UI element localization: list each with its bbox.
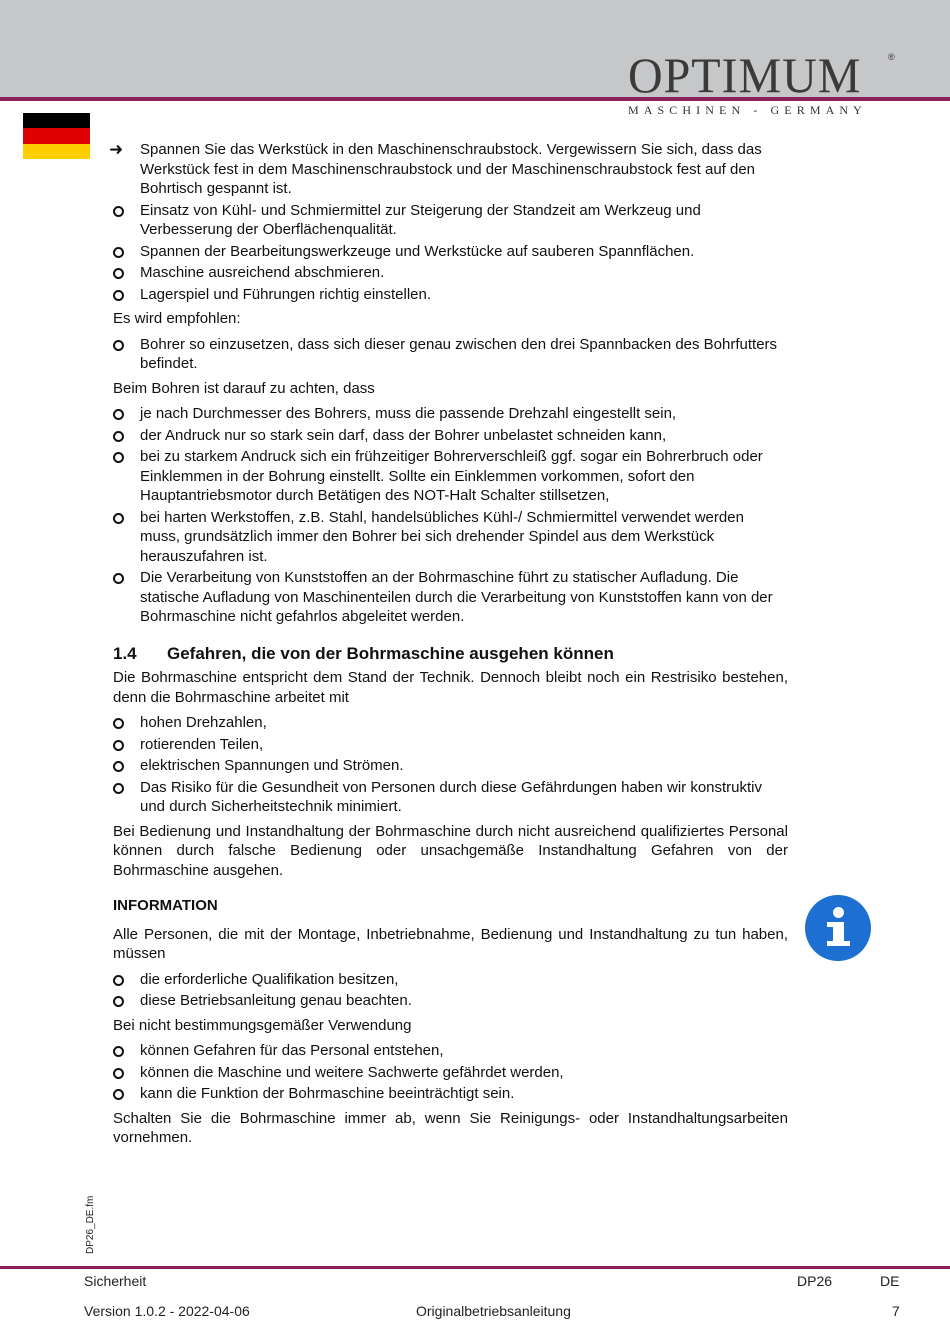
- file-name-label: DP26_DE.fm: [85, 1195, 96, 1254]
- bullet-item: [113, 735, 788, 755]
- hazard-bullet-list: [113, 713, 788, 817]
- bullet-text: bei zu starkem Andruck sich ein frühzeitiger Bohrerverschleiß ggf. sogar ein Bohrerbruch oder Einklemmen in der Bohrung einstellt. Sollte ein Einklemmen vorkommen, sofort den Hauptantriebsmotor durch Betätigen des NOT-Halt Schalter stillsetzen,: [140, 448, 763, 504]
- bullet-circle-icon: [113, 513, 124, 524]
- bullet-circle-icon: [113, 718, 124, 729]
- information-intro: Alle Personen, die mit der Montage, Inbetriebnahme, Bedienung und Instandhaltung zu tun haben, müssen: [113, 925, 788, 962]
- bullet-text: elektrischen Spannungen und Strömen.: [140, 757, 404, 774]
- bullet-circle-icon: [113, 573, 124, 584]
- german-flag-icon: [23, 113, 90, 159]
- bullet-item: [113, 201, 788, 240]
- bullet-circle-icon: [113, 761, 124, 772]
- section-number: 1.4: [113, 643, 137, 663]
- drilling-intro: Beim Bohren ist darauf zu achten, dass: [113, 379, 375, 397]
- bullet-item: [113, 756, 788, 776]
- arrow-right-icon: ➜: [109, 140, 124, 159]
- flag-stripe-gold: [23, 144, 90, 159]
- bullet-item: [113, 1063, 788, 1083]
- bullet-item: [113, 713, 788, 733]
- bullet-item: [113, 1084, 788, 1104]
- bullet-item: [113, 447, 788, 506]
- footer-version: Version 1.0.2 - 2022-04-06: [84, 1303, 250, 1319]
- footer-doc-type: Originalbetriebsanleitung: [416, 1303, 571, 1319]
- section-intro: Die Bohrmaschine entspricht dem Stand der Technik. Dennoch bleibt noch ein Restrisiko bestehen, denn die Bohrmaschine arbeitet mit: [113, 669, 788, 706]
- bullet-text: Lagerspiel und Führungen richtig einstellen.: [140, 285, 432, 303]
- bullet-item: [113, 335, 788, 374]
- misuse-intro: Bei nicht bestimmungsgemäßer Verwendung: [113, 1016, 412, 1034]
- bullet-text: Die Verarbeitung von Kunststoffen an der Bohrmaschine führt zu statischer Aufladung. Die statische Aufladung von Maschinenteilen durch die Verarbeitung von Kunststoffen kann von der Bohrmaschine nicht gefahrlos abgeleitet werden.: [140, 569, 773, 625]
- page-content: [109, 140, 788, 1154]
- bullet-text: diese Betriebsanleitung genau beachten.: [140, 992, 412, 1009]
- misuse-bullet-list: [113, 1041, 788, 1104]
- bullet-text: Maschine ausreichend abschmieren.: [140, 264, 385, 281]
- drilling-bullet-list: [113, 404, 788, 627]
- top-bullet-list: [113, 201, 788, 305]
- bullet-text: Einsatz von Kühl- und Schmiermittel zur Steigerung der Standzeit am Werkzeug und Verbesserung der Oberflächenqualität.: [140, 201, 701, 238]
- section-title: Gefahren, die von der Bohrmaschine ausgehen können: [167, 643, 614, 663]
- bullet-text: Bohrer so einzusetzen, dass sich dieser genau zwischen den drei Spannbacken des Bohrfutters befindet.: [140, 335, 778, 372]
- bullet-text: können die Maschine und weitere Sachwerte gefährdet werden,: [140, 1063, 564, 1081]
- page-number: 7: [892, 1303, 900, 1319]
- bullet-item: [113, 263, 788, 283]
- section-paragraph: Bei Bedienung und Instandhaltung der Bohrmaschine durch nicht ausreichend qualifiziertes Personal können durch falsche Bedienung oder unsachgemäße Instandhaltung Gefahren von der Bohrmaschine ausgehen.: [113, 822, 788, 879]
- info-icon: [805, 895, 871, 961]
- footer-language: DE: [880, 1273, 900, 1289]
- brand-logo: [628, 47, 898, 118]
- flag-stripe-black: [23, 113, 90, 128]
- arrow-instruction: [109, 140, 788, 199]
- footer-chapter: Sicherheit: [84, 1273, 147, 1289]
- bullet-text: hohen Drehzahlen,: [140, 714, 267, 731]
- bullet-item: [113, 991, 788, 1011]
- bullet-item: [113, 242, 788, 262]
- bullet-circle-icon: [113, 1046, 124, 1057]
- brand-name: OPTIMUM: [628, 47, 862, 103]
- bullet-item: [113, 508, 788, 567]
- bullet-text: je nach Durchmesser des Bohrers, muss die passende Drehzahl eingestellt sein,: [140, 405, 677, 422]
- bullet-circle-icon: [113, 452, 124, 463]
- bullet-item: [113, 285, 788, 305]
- bullet-circle-icon: [113, 268, 124, 279]
- bullet-text: bei harten Werkstoffen, z.B. Stahl, handelsübliches Kühl-/ Schmiermittel verwendet werden muss, grundsätzlich immer den Bohrer bei sich drehender Spindel aus dem Werkstück herauszufahren ist.: [140, 508, 744, 565]
- bullet-text: Das Risiko für die Gesundheit von Personen durch diese Gefährdungen haben wir konstruktiv und durch Sicherheitstechnik minimiert.: [140, 778, 763, 815]
- section-heading: [113, 644, 788, 664]
- bullet-item: [113, 568, 788, 627]
- closing-paragraph: Schalten Sie die Bohrmaschine immer ab, wenn Sie Reinigungs- oder Instandhaltungsarbeiten vornehmen.: [113, 1109, 788, 1146]
- brand-subtitle: MASCHINEN - GERMANY: [628, 103, 867, 117]
- bullet-text: Spannen der Bearbeitungswerkzeuge und Werkstücke auf sauberen Spannflächen.: [140, 242, 695, 260]
- bullet-circle-icon: [113, 409, 124, 420]
- footer-divider: [0, 1266, 950, 1269]
- arrow-instruction-text: Spannen Sie das Werkstück in den Maschinenschraubstock. Vergewissern Sie sich, dass das Werkstück fest in dem Maschinenschraubstock und der Maschinenschraubstock fest auf den Bohrtisch gespannt ist.: [140, 141, 762, 197]
- bullet-circle-icon: [113, 206, 124, 217]
- bullet-text: die erforderliche Qualifikation besitzen,: [140, 970, 399, 988]
- information-bullet-list: [113, 970, 788, 1011]
- bullet-circle-icon: [113, 975, 124, 986]
- registered-mark: ®: [888, 52, 895, 62]
- bullet-circle-icon: [113, 290, 124, 301]
- bullet-item: [113, 778, 788, 817]
- bullet-circle-icon: [113, 996, 124, 1007]
- bullet-item: [113, 1041, 788, 1061]
- information-heading: INFORMATION: [113, 897, 218, 914]
- bullet-circle-icon: [113, 247, 124, 258]
- bullet-circle-icon: [113, 1089, 124, 1100]
- bullet-text: der Andruck nur so stark sein darf, dass der Bohrer unbelastet schneiden kann,: [140, 426, 667, 444]
- bullet-circle-icon: [113, 740, 124, 751]
- bullet-text: kann die Funktion der Bohrmaschine beeinträchtigt sein.: [140, 1085, 515, 1102]
- info-icon-dot: [833, 907, 844, 918]
- bullet-item: [113, 970, 788, 990]
- bullet-circle-icon: [113, 431, 124, 442]
- recommend-intro: Es wird empfohlen:: [113, 310, 241, 327]
- bullet-item: [113, 426, 788, 446]
- flag-stripe-red: [23, 128, 90, 143]
- recommend-bullet-list: [113, 335, 788, 374]
- bullet-text: rotierenden Teilen,: [140, 735, 264, 753]
- info-icon-foot: [827, 941, 850, 946]
- footer-model: DP26: [797, 1273, 833, 1289]
- bullet-circle-icon: [113, 340, 124, 351]
- bullet-circle-icon: [113, 783, 124, 794]
- bullet-item: [113, 404, 788, 424]
- bullet-text: können Gefahren für das Personal entstehen,: [140, 1042, 444, 1059]
- bullet-circle-icon: [113, 1068, 124, 1079]
